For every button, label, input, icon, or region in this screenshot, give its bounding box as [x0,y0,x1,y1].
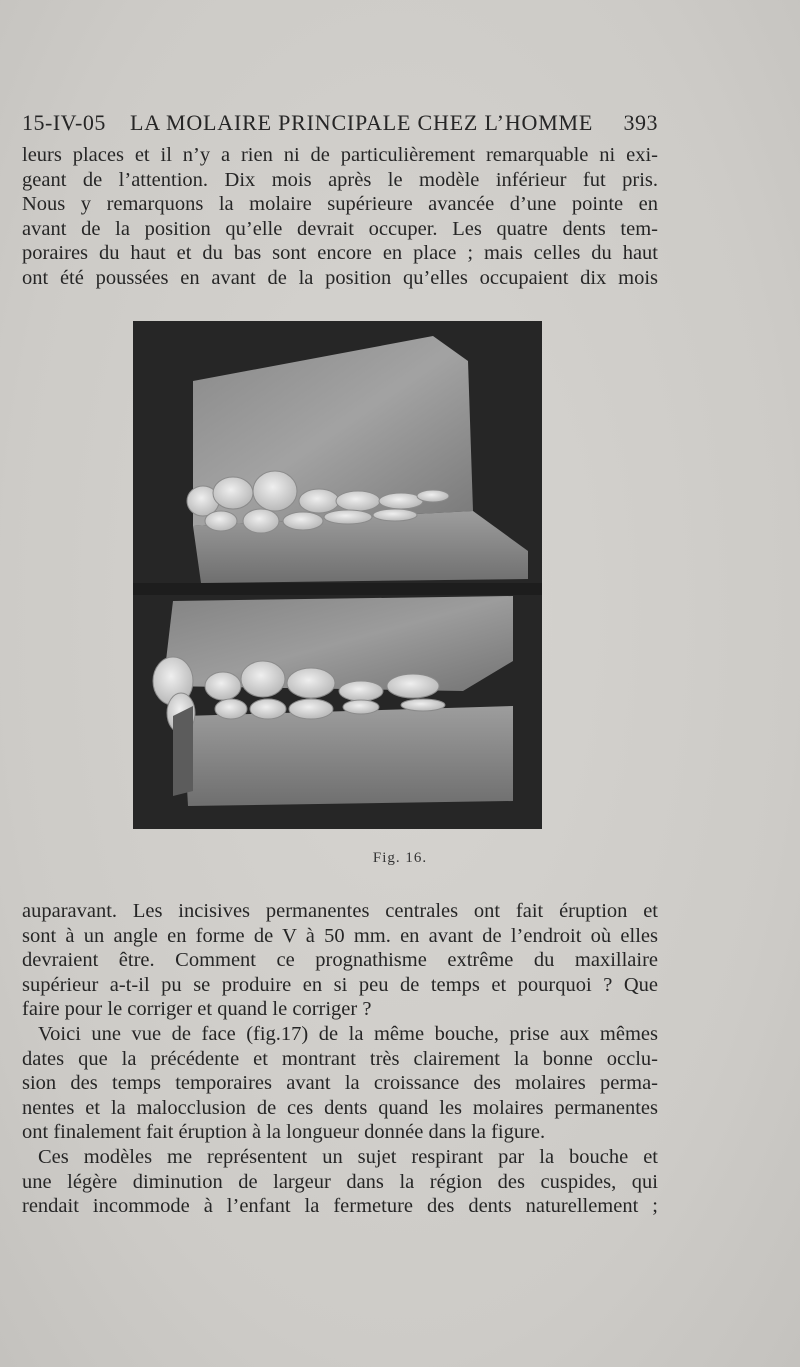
text-line: nentes et la malocclusion de ces dents quand les molaires permanentes [22,1096,658,1119]
running-header [22,110,658,138]
text-line: avant de la position qu’elle devrait occuper. Les quatre dents tem- [22,217,658,240]
text-line: Voici une vue de face (fig.17) de la même bouche, prise aux mêmes [38,1023,658,1045]
text-line: rendait incommode à l’enfant la fermeture des dents naturellement ; [22,1195,658,1218]
text-line: sont à un angle en forme de V à 50 mm. en avant de l’endroit où elles [22,924,658,947]
text-line: faire pour le corriger et quand le corriger ? [22,998,372,1021]
text-line: geant de l’attention. Dix mois après le modèle inférieur fut pris. [22,168,658,191]
text-line: auparavant. Les incisives permanentes centrales ont fait éruption et [22,900,658,922]
paragraph-2 [22,1022,658,1145]
text-line: devraient être. Comment ce prognathisme extrême du maxillaire [22,949,658,972]
figure-dental-models-photo [133,321,542,829]
text-line: une légère diminution de largeur dans la région des cuspides, qui [22,1170,658,1193]
text-line: ont été poussées en avant de la position qu’elles occupaient dix mois [22,266,658,289]
paragraph-1 [22,899,658,1022]
paragraph-3 [22,1145,658,1219]
figure-caption: Fig. 16. [372,850,428,866]
text-line: Nous y remarquons la molaire supérieure avancée d’une pointe en [22,193,658,216]
text-line: leurs places et il n’y a rien ni de particulièrement remarquable ni exi- [22,144,658,166]
text-line: sion des temps temporaires avant la croissance des molaires perma- [22,1072,658,1095]
dental-casts-illustration [133,321,542,829]
text-line: ont finalement fait éruption à la longueur donnée dans la figure. [22,1121,546,1144]
text-line: Ces modèles me représentent un sujet respirant par la bouche et [38,1146,658,1168]
text-line: poraires du haut et du bas sont encore en place ; mais celles du haut [22,242,658,265]
text-line: dates que la précédente et montrant très clairement la bonne occlu- [22,1047,658,1070]
text-line: supérieur a-t-il pu se produire en si peu de temps et pourquoi ? Que [22,973,658,996]
top-paragraph [22,143,658,291]
header-date: 15-IV-05 [22,110,106,135]
header-title: LA MOLAIRE PRINCIPALE CHEZ L’HOMME [130,110,594,135]
page-number: 393 [623,110,658,135]
